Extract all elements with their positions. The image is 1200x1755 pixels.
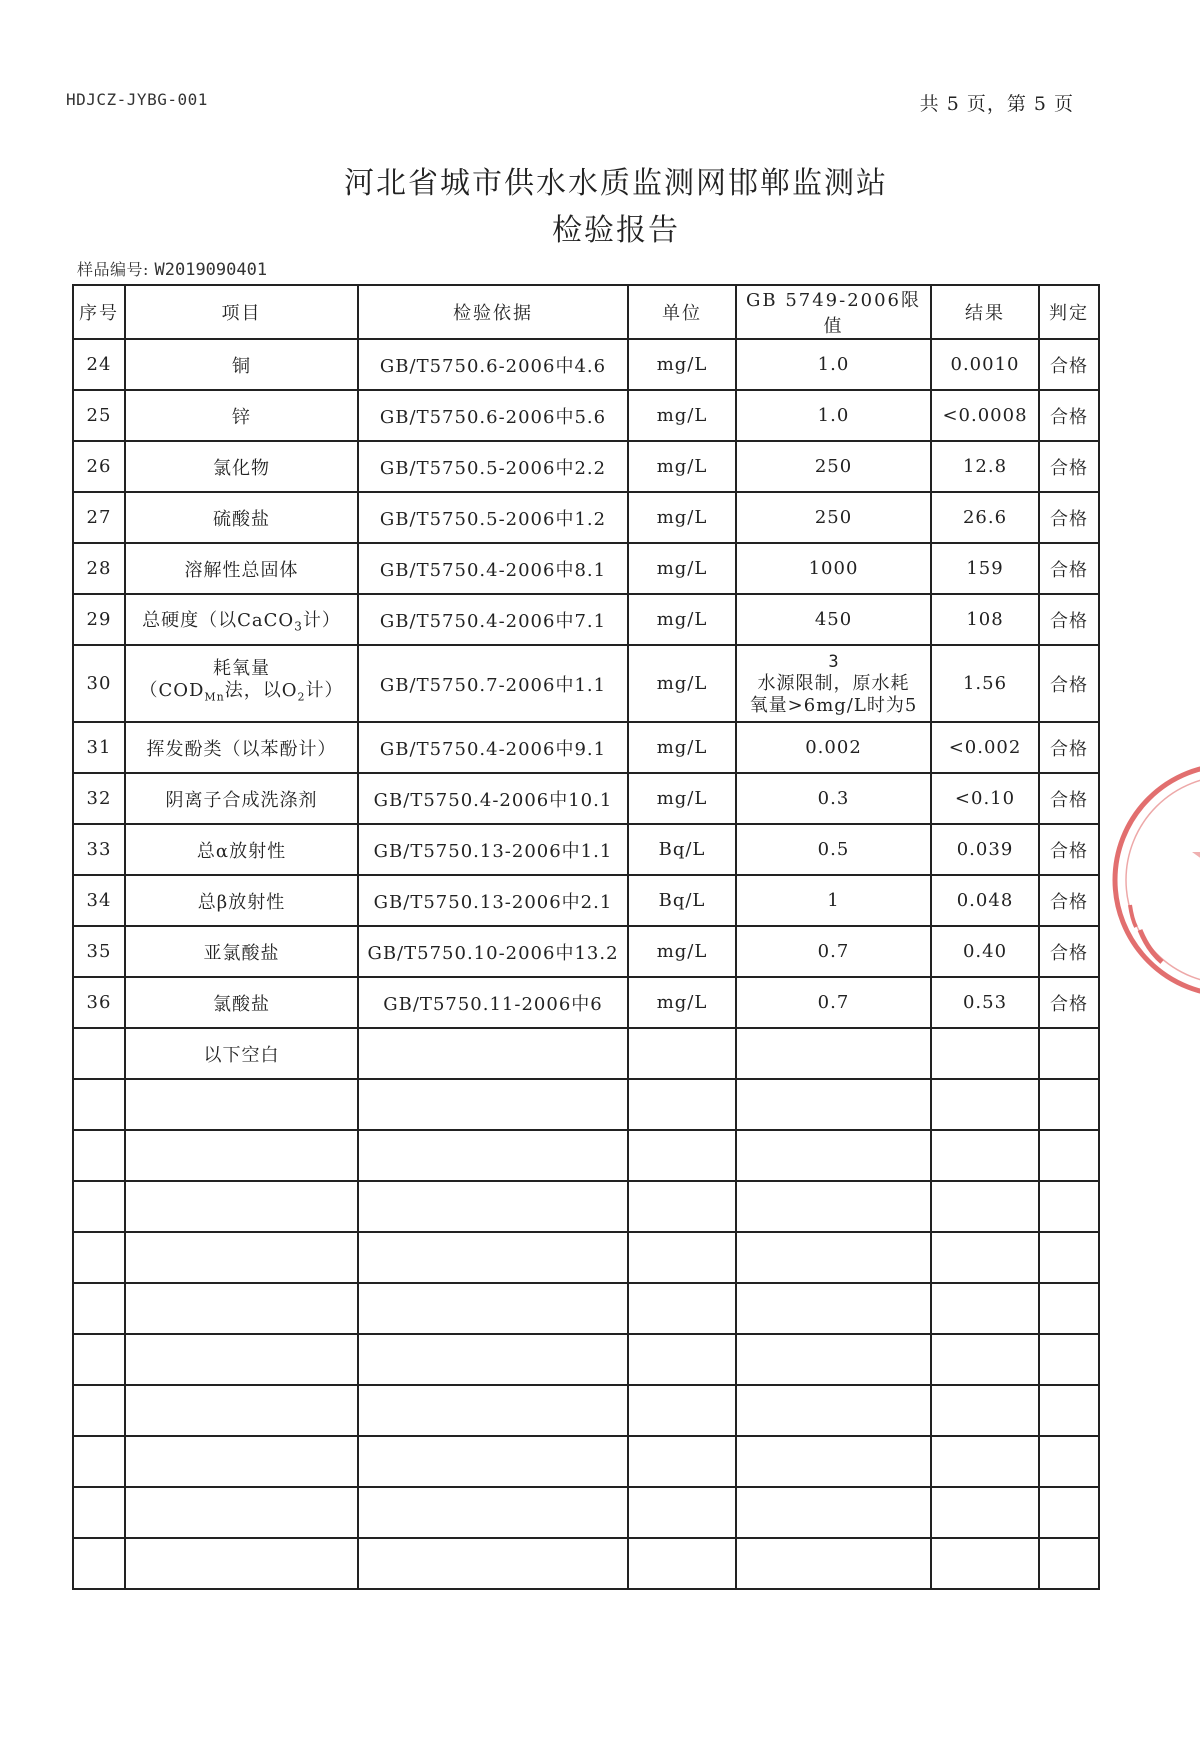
cell-empty xyxy=(736,1385,931,1436)
cell-no: 36 xyxy=(73,977,125,1028)
cell-empty xyxy=(736,1436,931,1487)
table-row-empty xyxy=(73,1181,1099,1232)
cell-empty xyxy=(73,1436,125,1487)
table-row-empty xyxy=(73,1487,1099,1538)
cell-limit: 0.3 xyxy=(736,773,931,824)
cell-limit: 1.0 xyxy=(736,390,931,441)
cell-empty xyxy=(736,1130,931,1181)
cell-item xyxy=(125,594,358,645)
cell-limit: 0.7 xyxy=(736,926,931,977)
cell-empty xyxy=(931,1283,1039,1334)
cell-item: 总β放射性 xyxy=(125,875,358,926)
cell-no: 27 xyxy=(73,492,125,543)
cell-item: 总α放射性 xyxy=(125,824,358,875)
cell-unit: mg/L xyxy=(628,773,736,824)
cell-empty xyxy=(358,1487,628,1538)
cell-basis: GB/T5750.6-2006中4.6 xyxy=(358,339,628,390)
cell-empty xyxy=(931,1538,1039,1589)
cell-empty xyxy=(1039,1538,1099,1589)
cell-no: 30 xyxy=(73,645,125,722)
cell-verdict: 合格 xyxy=(1039,926,1099,977)
seal-inner-ring xyxy=(1126,776,1200,984)
cell-item: 锌 xyxy=(125,390,358,441)
item-line2-a: （COD xyxy=(139,680,205,702)
header-no: 序号 xyxy=(73,285,125,339)
cell-result: 0.53 xyxy=(931,977,1039,1028)
cell-basis: GB/T5750.4-2006中9.1 xyxy=(358,722,628,773)
cell-no: 24 xyxy=(73,339,125,390)
cell-verdict: 合格 xyxy=(1039,773,1099,824)
cell-empty xyxy=(358,1130,628,1181)
table-row-empty xyxy=(73,1538,1099,1589)
table-row-empty xyxy=(73,1130,1099,1181)
cell-empty xyxy=(931,1028,1039,1079)
cell-limit: 1.0 xyxy=(736,339,931,390)
cell-result: 159 xyxy=(931,543,1039,594)
cell-empty xyxy=(736,1028,931,1079)
blank-note: 以下空白 xyxy=(125,1028,358,1079)
page-info: 共 5 页，第 5 页 xyxy=(919,93,1074,115)
cell-empty xyxy=(1039,1436,1099,1487)
cell-empty xyxy=(628,1232,736,1283)
report-subtitle: 检验报告 xyxy=(552,213,680,248)
cell-empty xyxy=(125,1181,358,1232)
cell-unit: mg/L xyxy=(628,339,736,390)
cell-verdict: 合格 xyxy=(1039,977,1099,1028)
cell-empty xyxy=(628,1181,736,1232)
cell-empty xyxy=(125,1538,358,1589)
cell-no: 28 xyxy=(73,543,125,594)
cell-unit: mg/L xyxy=(628,390,736,441)
table-row-empty xyxy=(73,1283,1099,1334)
cell-empty xyxy=(1039,1079,1099,1130)
cell-empty xyxy=(73,1487,125,1538)
item-line2-sub2: 2 xyxy=(297,690,306,704)
limit-line2: 水源限制，原水耗 xyxy=(757,672,910,694)
cell-empty xyxy=(736,1334,931,1385)
cell-empty xyxy=(73,1232,125,1283)
cell-empty xyxy=(358,1181,628,1232)
table-row xyxy=(73,875,1099,926)
cell-empty xyxy=(931,1232,1039,1283)
cell-empty xyxy=(628,1028,736,1079)
cell-verdict: 合格 xyxy=(1039,645,1099,722)
seal-text-arc-2 xyxy=(1130,905,1136,927)
table-row xyxy=(73,824,1099,875)
cell-empty xyxy=(736,1538,931,1589)
cell-item: 硫酸盐 xyxy=(125,492,358,543)
cell-verdict: 合格 xyxy=(1039,492,1099,543)
cell-empty xyxy=(73,1283,125,1334)
cell-result: 1.56 xyxy=(931,645,1039,722)
cell-result: <0.10 xyxy=(931,773,1039,824)
sample-number-label: 样品编号: xyxy=(77,260,149,279)
cell-result: 0.048 xyxy=(931,875,1039,926)
cell-limit: 450 xyxy=(736,594,931,645)
cell-empty xyxy=(358,1385,628,1436)
cell-empty xyxy=(358,1283,628,1334)
table-row xyxy=(73,441,1099,492)
cell-empty xyxy=(1039,1283,1099,1334)
cell-unit: mg/L xyxy=(628,492,736,543)
cell-empty xyxy=(125,1487,358,1538)
table-row-empty xyxy=(73,1334,1099,1385)
cell-empty xyxy=(628,1130,736,1181)
cell-no: 26 xyxy=(73,441,125,492)
cell-limit: 250 xyxy=(736,441,931,492)
cell-empty xyxy=(73,1181,125,1232)
item-text: 总硬度（以CaCO xyxy=(142,609,295,631)
cell-verdict: 合格 xyxy=(1039,441,1099,492)
cell-no: 35 xyxy=(73,926,125,977)
cell-no: 32 xyxy=(73,773,125,824)
limit-line1: 3 xyxy=(828,651,839,672)
cell-empty xyxy=(73,1538,125,1589)
cell-empty xyxy=(73,1079,125,1130)
cell-empty xyxy=(931,1181,1039,1232)
header-item: 项目 xyxy=(125,285,358,339)
table-header-row xyxy=(73,285,1099,339)
cell-empty xyxy=(358,1436,628,1487)
cell-result: 12.8 xyxy=(931,441,1039,492)
cell-verdict: 合格 xyxy=(1039,722,1099,773)
cell-unit: mg/L xyxy=(628,594,736,645)
cell-unit: mg/L xyxy=(628,926,736,977)
cell-no: 33 xyxy=(73,824,125,875)
cell-empty xyxy=(1039,1487,1099,1538)
sample-number xyxy=(77,257,267,280)
item-line2-b: 法，以O xyxy=(224,680,298,702)
cell-limit: 0.5 xyxy=(736,824,931,875)
cell-result: 0.039 xyxy=(931,824,1039,875)
table-row-empty xyxy=(73,1232,1099,1283)
cell-empty xyxy=(125,1130,358,1181)
cell-no: 34 xyxy=(73,875,125,926)
cell-item: 挥发酚类（以苯酚计） xyxy=(125,722,358,773)
cell-empty xyxy=(628,1436,736,1487)
table-row-blank-note xyxy=(73,1028,1099,1079)
cell-basis: GB/T5750.5-2006中2.2 xyxy=(358,441,628,492)
seal-star xyxy=(1192,828,1200,892)
cell-empty xyxy=(358,1079,628,1130)
cell-basis: GB/T5750.4-2006中7.1 xyxy=(358,594,628,645)
cell-verdict: 合格 xyxy=(1039,594,1099,645)
cell-empty xyxy=(73,1028,125,1079)
cell-verdict: 合格 xyxy=(1039,543,1099,594)
cell-empty xyxy=(73,1385,125,1436)
cell-empty xyxy=(931,1436,1039,1487)
table-row xyxy=(73,390,1099,441)
cell-empty xyxy=(73,1130,125,1181)
cell-basis: GB/T5750.13-2006中2.1 xyxy=(358,875,628,926)
item-subscript: 3 xyxy=(294,619,303,634)
document-code: HDJCZ-JYBG-001 xyxy=(66,90,208,109)
sample-number-value: W2019090401 xyxy=(154,260,268,280)
table-row xyxy=(73,645,1099,722)
cell-empty xyxy=(931,1487,1039,1538)
cell-unit: Bq/L xyxy=(628,824,736,875)
cell-empty xyxy=(628,1487,736,1538)
cell-empty xyxy=(1039,1334,1099,1385)
table-row xyxy=(73,722,1099,773)
cell-empty xyxy=(1039,1232,1099,1283)
table-row xyxy=(73,926,1099,977)
cell-empty xyxy=(931,1334,1039,1385)
cell-limit: 1 xyxy=(736,875,931,926)
report-table xyxy=(72,284,1100,1590)
cell-empty xyxy=(125,1232,358,1283)
cell-empty xyxy=(736,1283,931,1334)
item-line2-sub1: Mn xyxy=(204,690,225,704)
cell-empty xyxy=(358,1538,628,1589)
cell-no: 29 xyxy=(73,594,125,645)
cell-result: 108 xyxy=(931,594,1039,645)
item-line1: 耗氧量 xyxy=(213,658,270,680)
cell-limit: 1000 xyxy=(736,543,931,594)
cell-empty xyxy=(736,1079,931,1130)
cell-limit: 250 xyxy=(736,492,931,543)
table-row xyxy=(73,339,1099,390)
report-title: 河北省城市供水水质监测网邯郸监测站 xyxy=(344,166,888,201)
cell-empty xyxy=(628,1283,736,1334)
cell-item xyxy=(125,645,358,722)
table-row xyxy=(73,977,1099,1028)
cell-unit: mg/L xyxy=(628,722,736,773)
cell-item: 氯化物 xyxy=(125,441,358,492)
cell-limit: 0.002 xyxy=(736,722,931,773)
cell-empty xyxy=(358,1028,628,1079)
cell-item: 溶解性总固体 xyxy=(125,543,358,594)
cell-empty xyxy=(358,1334,628,1385)
cell-verdict: 合格 xyxy=(1039,390,1099,441)
cell-empty xyxy=(628,1385,736,1436)
header-result: 结果 xyxy=(931,285,1039,339)
cell-item: 亚氯酸盐 xyxy=(125,926,358,977)
table-row-empty xyxy=(73,1436,1099,1487)
cell-basis: GB/T5750.13-2006中1.1 xyxy=(358,824,628,875)
cell-basis: GB/T5750.4-2006中10.1 xyxy=(358,773,628,824)
table-row xyxy=(73,492,1099,543)
item-line2 xyxy=(130,680,353,709)
table-row xyxy=(73,773,1099,824)
cell-limit: 0.7 xyxy=(736,977,931,1028)
cell-no: 31 xyxy=(73,722,125,773)
cell-empty xyxy=(1039,1130,1099,1181)
cell-basis: GB/T5750.6-2006中5.6 xyxy=(358,390,628,441)
cell-result: 26.6 xyxy=(931,492,1039,543)
cell-unit: mg/L xyxy=(628,977,736,1028)
cell-item: 阴离子合成洗涤剂 xyxy=(125,773,358,824)
cell-result: <0.0008 xyxy=(931,390,1039,441)
cell-empty xyxy=(736,1181,931,1232)
cell-empty xyxy=(931,1130,1039,1181)
cell-empty xyxy=(628,1334,736,1385)
cell-verdict: 合格 xyxy=(1039,339,1099,390)
cell-verdict: 合格 xyxy=(1039,824,1099,875)
cell-unit: mg/L xyxy=(628,441,736,492)
limit-line3: 氧量>6mg/L时为5 xyxy=(749,694,918,716)
cell-item: 氯酸盐 xyxy=(125,977,358,1028)
official-seal-stamp xyxy=(1080,700,1200,1040)
cell-item: 铜 xyxy=(125,339,358,390)
cell-result: <0.002 xyxy=(931,722,1039,773)
cell-empty xyxy=(931,1079,1039,1130)
table-row xyxy=(73,543,1099,594)
item-line2-c: 计） xyxy=(305,680,344,702)
cell-basis: GB/T5750.4-2006中8.1 xyxy=(358,543,628,594)
cell-empty xyxy=(931,1385,1039,1436)
cell-result: 0.40 xyxy=(931,926,1039,977)
header-unit: 单位 xyxy=(628,285,736,339)
cell-unit: Bq/L xyxy=(628,875,736,926)
item-text-end: 计） xyxy=(302,609,341,631)
cell-empty xyxy=(125,1283,358,1334)
table-row xyxy=(73,594,1099,645)
cell-empty xyxy=(1039,1181,1099,1232)
cell-empty xyxy=(628,1538,736,1589)
cell-empty xyxy=(125,1334,358,1385)
cell-empty xyxy=(1039,1385,1099,1436)
table-row-empty xyxy=(73,1385,1099,1436)
cell-limit xyxy=(736,645,931,722)
cell-unit: mg/L xyxy=(628,645,736,722)
cell-empty xyxy=(358,1232,628,1283)
cell-result: 0.0010 xyxy=(931,339,1039,390)
cell-basis: GB/T5750.10-2006中13.2 xyxy=(358,926,628,977)
cell-empty xyxy=(73,1334,125,1385)
cell-empty xyxy=(628,1079,736,1130)
cell-basis: GB/T5750.7-2006中1.1 xyxy=(358,645,628,722)
cell-empty xyxy=(125,1079,358,1130)
cell-empty xyxy=(736,1232,931,1283)
cell-no: 25 xyxy=(73,390,125,441)
cell-empty xyxy=(125,1436,358,1487)
cell-unit: mg/L xyxy=(628,543,736,594)
cell-empty xyxy=(736,1487,931,1538)
header-basis: 检验依据 xyxy=(358,285,628,339)
cell-empty xyxy=(125,1385,358,1436)
header-limit: GB 5749-2006限值 xyxy=(736,285,931,339)
header-verdict: 判定 xyxy=(1039,285,1099,339)
table-row-empty xyxy=(73,1079,1099,1130)
cell-verdict: 合格 xyxy=(1039,875,1099,926)
cell-basis: GB/T5750.5-2006中1.2 xyxy=(358,492,628,543)
cell-basis: GB/T5750.11-2006中6 xyxy=(358,977,628,1028)
